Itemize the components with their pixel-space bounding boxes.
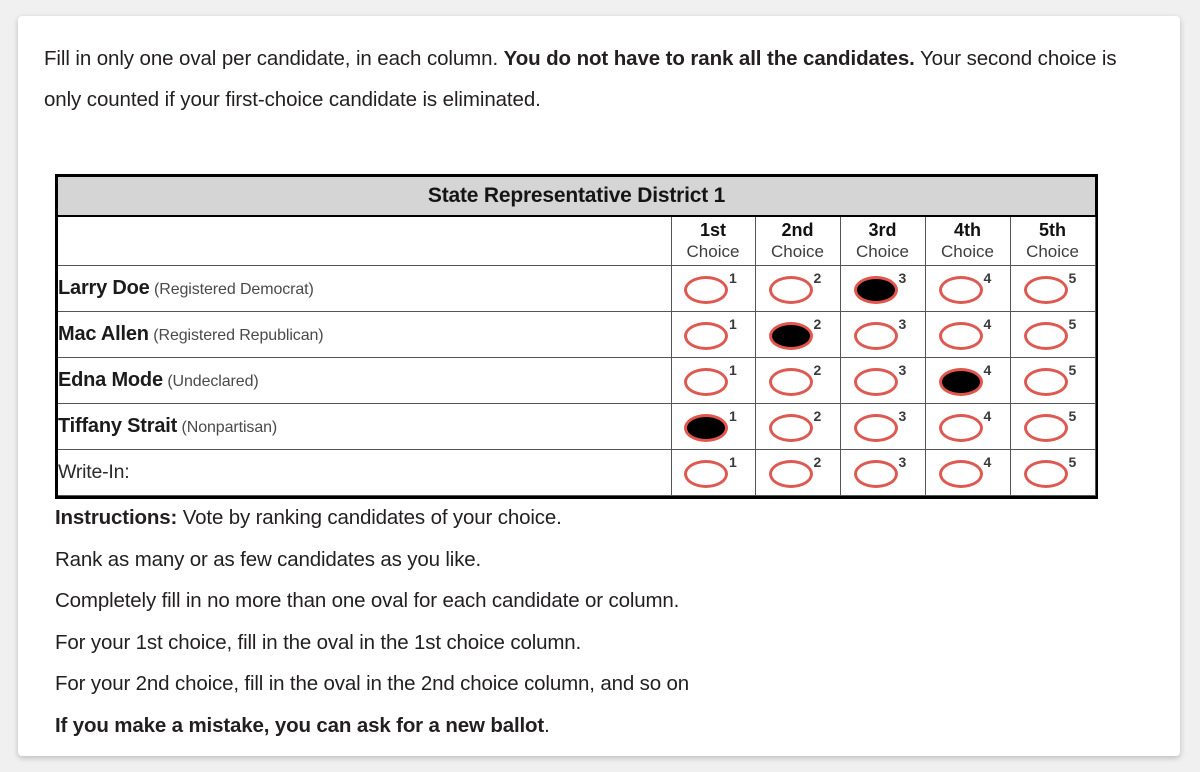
candidate-column-header	[58, 216, 671, 266]
oval-cell-rank-3[interactable]	[840, 450, 925, 496]
oval-cell-rank-2[interactable]	[755, 312, 840, 358]
instruction-line	[55, 539, 1155, 581]
oval-rank-superscript: 2	[813, 362, 822, 378]
oval-cell-rank-4[interactable]	[925, 404, 1010, 450]
oval-cell-rank-2[interactable]	[755, 404, 840, 450]
oval-rank-superscript: 4	[983, 362, 992, 378]
oval-rank-superscript: 3	[898, 408, 907, 424]
instruction-line	[55, 580, 1155, 622]
oval-cell-rank-1[interactable]	[671, 450, 755, 496]
oval-cell-rank-1[interactable]	[671, 404, 755, 450]
oval-wrapper	[1024, 364, 1082, 397]
oval-rank-superscript: 5	[1068, 270, 1077, 286]
oval-cell-rank-5[interactable]	[1010, 266, 1095, 312]
instruction-bold-prefix: Instructions:	[55, 506, 178, 529]
candidate-name-cell	[58, 266, 671, 312]
column-header-4th	[925, 216, 1010, 266]
intro-emphasis: You do not have to rank all the candidates.	[503, 47, 915, 70]
candidate-name: Edna Mode	[58, 369, 163, 391]
oval-rank-superscript: 3	[898, 454, 907, 470]
column-header-5th	[1010, 216, 1095, 266]
oval-empty-icon[interactable]	[854, 368, 898, 396]
column-header-1st	[671, 216, 755, 266]
instruction-line	[55, 622, 1155, 664]
oval-rank-superscript: 2	[813, 454, 822, 470]
instruction-line	[55, 663, 1155, 705]
oval-empty-icon[interactable]	[1024, 276, 1068, 304]
candidate-party: (Registered Democrat)	[154, 281, 314, 298]
oval-rank-superscript: 4	[983, 316, 992, 332]
oval-empty-icon[interactable]	[684, 322, 728, 350]
oval-filled-icon[interactable]	[684, 414, 728, 442]
table-row	[58, 266, 1095, 312]
oval-rank-superscript: 1	[729, 316, 737, 332]
instruction-text: For your 1st choice, fill in the oval in the 1st choice column.	[55, 630, 582, 654]
oval-wrapper	[1024, 456, 1082, 489]
oval-wrapper	[684, 364, 742, 397]
contest-title-cell	[58, 177, 1095, 216]
instructions-block	[55, 497, 1155, 746]
oval-cell-rank-4[interactable]	[925, 312, 1010, 358]
oval-wrapper	[769, 318, 827, 351]
column-ordinal-2nd: 2nd	[781, 220, 814, 240]
candidate-party: (Nonpartisan)	[181, 419, 278, 436]
write-in-label: Write-In:	[58, 461, 130, 483]
column-choice-label-3rd: Choice	[856, 242, 909, 261]
column-choice-label-4th: Choice	[941, 242, 994, 261]
oval-filled-icon[interactable]	[769, 322, 813, 350]
oval-wrapper	[684, 410, 742, 443]
candidate-name-cell	[58, 312, 671, 358]
oval-rank-superscript: 5	[1068, 408, 1077, 424]
oval-rank-superscript: 4	[983, 408, 992, 424]
oval-empty-icon[interactable]	[769, 460, 813, 488]
oval-wrapper	[1024, 410, 1082, 443]
oval-empty-icon[interactable]	[939, 276, 983, 304]
oval-cell-rank-4[interactable]	[925, 358, 1010, 404]
oval-empty-icon[interactable]	[769, 276, 813, 304]
oval-rank-superscript: 3	[898, 270, 907, 286]
oval-rank-superscript: 1	[729, 362, 737, 378]
oval-empty-icon[interactable]	[1024, 414, 1068, 442]
oval-wrapper	[684, 272, 742, 305]
oval-cell-rank-3[interactable]	[840, 266, 925, 312]
candidate-name: Tiffany Strait	[58, 415, 178, 437]
oval-wrapper	[854, 364, 912, 397]
oval-empty-icon[interactable]	[684, 368, 728, 396]
oval-wrapper	[684, 318, 742, 351]
instruction-text: .	[544, 713, 550, 737]
oval-wrapper	[769, 410, 827, 443]
oval-rank-superscript: 5	[1068, 316, 1077, 332]
oval-wrapper	[769, 272, 827, 305]
oval-wrapper	[1024, 318, 1082, 351]
candidate-name-cell	[58, 450, 671, 496]
oval-empty-icon[interactable]	[769, 368, 813, 396]
oval-rank-superscript: 2	[813, 316, 822, 332]
table-row	[58, 312, 1095, 358]
ballot-grid	[58, 177, 1096, 496]
column-ordinal-4th: 4th	[954, 220, 981, 240]
instruction-line	[55, 705, 1155, 747]
intro-text-part1: Fill in only one oval per candidate, in each column.	[44, 47, 504, 70]
column-header-row	[58, 216, 1095, 266]
oval-filled-icon[interactable]	[939, 368, 983, 396]
column-header-3rd	[840, 216, 925, 266]
oval-cell-rank-1[interactable]	[671, 312, 755, 358]
ballot-contest-table	[55, 174, 1098, 499]
oval-rank-superscript: 1	[729, 270, 737, 286]
oval-cell-rank-3[interactable]	[840, 404, 925, 450]
oval-empty-icon[interactable]	[1024, 368, 1068, 396]
oval-empty-icon[interactable]	[684, 276, 728, 304]
oval-empty-icon[interactable]	[1024, 322, 1068, 350]
oval-cell-rank-3[interactable]	[840, 312, 925, 358]
oval-wrapper	[769, 364, 827, 397]
ballot-card	[18, 16, 1180, 756]
oval-empty-icon[interactable]	[769, 414, 813, 442]
oval-rank-superscript: 3	[898, 316, 907, 332]
oval-cell-rank-2[interactable]	[755, 266, 840, 312]
column-choice-label-2nd: Choice	[771, 242, 824, 261]
oval-wrapper	[1024, 272, 1082, 305]
oval-rank-superscript: 5	[1068, 362, 1077, 378]
oval-empty-icon[interactable]	[684, 460, 728, 488]
oval-cell-rank-2[interactable]	[755, 450, 840, 496]
candidate-party: (Undeclared)	[167, 373, 259, 390]
oval-wrapper	[939, 272, 997, 305]
oval-empty-icon[interactable]	[1024, 460, 1068, 488]
oval-empty-icon[interactable]	[854, 322, 898, 350]
candidate-name: Mac Allen	[58, 323, 149, 345]
oval-rank-superscript: 1	[729, 408, 737, 424]
instruction-bold-prefix: If you make a mistake, you can ask for a new ballot	[55, 713, 545, 737]
column-ordinal-3rd: 3rd	[868, 220, 897, 240]
oval-rank-superscript: 4	[983, 454, 992, 470]
column-choice-label-1st: Choice	[686, 242, 740, 261]
oval-wrapper	[939, 456, 997, 489]
oval-cell-rank-2[interactable]	[755, 358, 840, 404]
oval-rank-superscript: 4	[983, 270, 992, 286]
oval-wrapper	[854, 272, 912, 305]
column-choice-label-5th: Choice	[1026, 242, 1079, 261]
oval-wrapper	[769, 456, 827, 489]
candidate-name-cell	[58, 358, 671, 404]
oval-rank-superscript: 2	[813, 270, 822, 286]
oval-rank-superscript: 3	[898, 362, 907, 378]
oval-rank-superscript: 5	[1068, 454, 1077, 470]
oval-cell-rank-5[interactable]	[1010, 312, 1095, 358]
table-row	[58, 404, 1095, 450]
oval-cell-rank-3[interactable]	[840, 358, 925, 404]
oval-rank-superscript: 1	[729, 454, 737, 470]
oval-empty-icon[interactable]	[939, 414, 983, 442]
oval-wrapper	[939, 318, 997, 351]
oval-cell-rank-4[interactable]	[925, 450, 1010, 496]
instruction-text: Vote by ranking candidates of your choice.	[177, 506, 562, 529]
oval-filled-icon[interactable]	[854, 276, 898, 304]
instruction-text: For your 2nd choice, fill in the oval in the 2nd choice column, and so on	[55, 672, 690, 695]
oval-wrapper	[854, 456, 912, 489]
column-ordinal-1st: 1st	[699, 220, 726, 240]
oval-cell-rank-5[interactable]	[1010, 404, 1095, 450]
contest-title: State Representative District 1	[427, 184, 726, 207]
table-row	[58, 450, 1095, 496]
contest-title-row	[58, 177, 1095, 216]
candidate-name-cell	[58, 404, 671, 450]
intro-paragraph	[44, 38, 1154, 120]
oval-cell-rank-1[interactable]	[671, 266, 755, 312]
oval-empty-icon[interactable]	[939, 322, 983, 350]
candidate-party: (Registered Republican)	[153, 327, 324, 344]
column-header-2nd	[755, 216, 840, 266]
candidate-name: Larry Doe	[58, 277, 150, 299]
instruction-line	[55, 497, 1155, 539]
oval-cell-rank-1[interactable]	[671, 358, 755, 404]
oval-wrapper	[939, 364, 997, 397]
oval-cell-rank-5[interactable]	[1010, 450, 1095, 496]
oval-wrapper	[854, 410, 912, 443]
oval-empty-icon[interactable]	[939, 460, 983, 488]
oval-wrapper	[854, 318, 912, 351]
table-row	[58, 358, 1095, 404]
oval-cell-rank-5[interactable]	[1010, 358, 1095, 404]
instruction-text: Rank as many or as few candidates as you like.	[55, 547, 482, 571]
column-ordinal-5th: 5th	[1039, 220, 1067, 240]
oval-empty-icon[interactable]	[854, 460, 898, 488]
oval-wrapper	[684, 456, 742, 489]
oval-cell-rank-4[interactable]	[925, 266, 1010, 312]
oval-empty-icon[interactable]	[854, 414, 898, 442]
intro-text-part2: Your second choice is only counted if your first-choice candidate is eliminated.	[44, 47, 1117, 111]
oval-wrapper	[939, 410, 997, 443]
oval-rank-superscript: 2	[813, 408, 822, 424]
instruction-text: Completely fill in no more than one oval for each candidate or column.	[55, 589, 680, 612]
